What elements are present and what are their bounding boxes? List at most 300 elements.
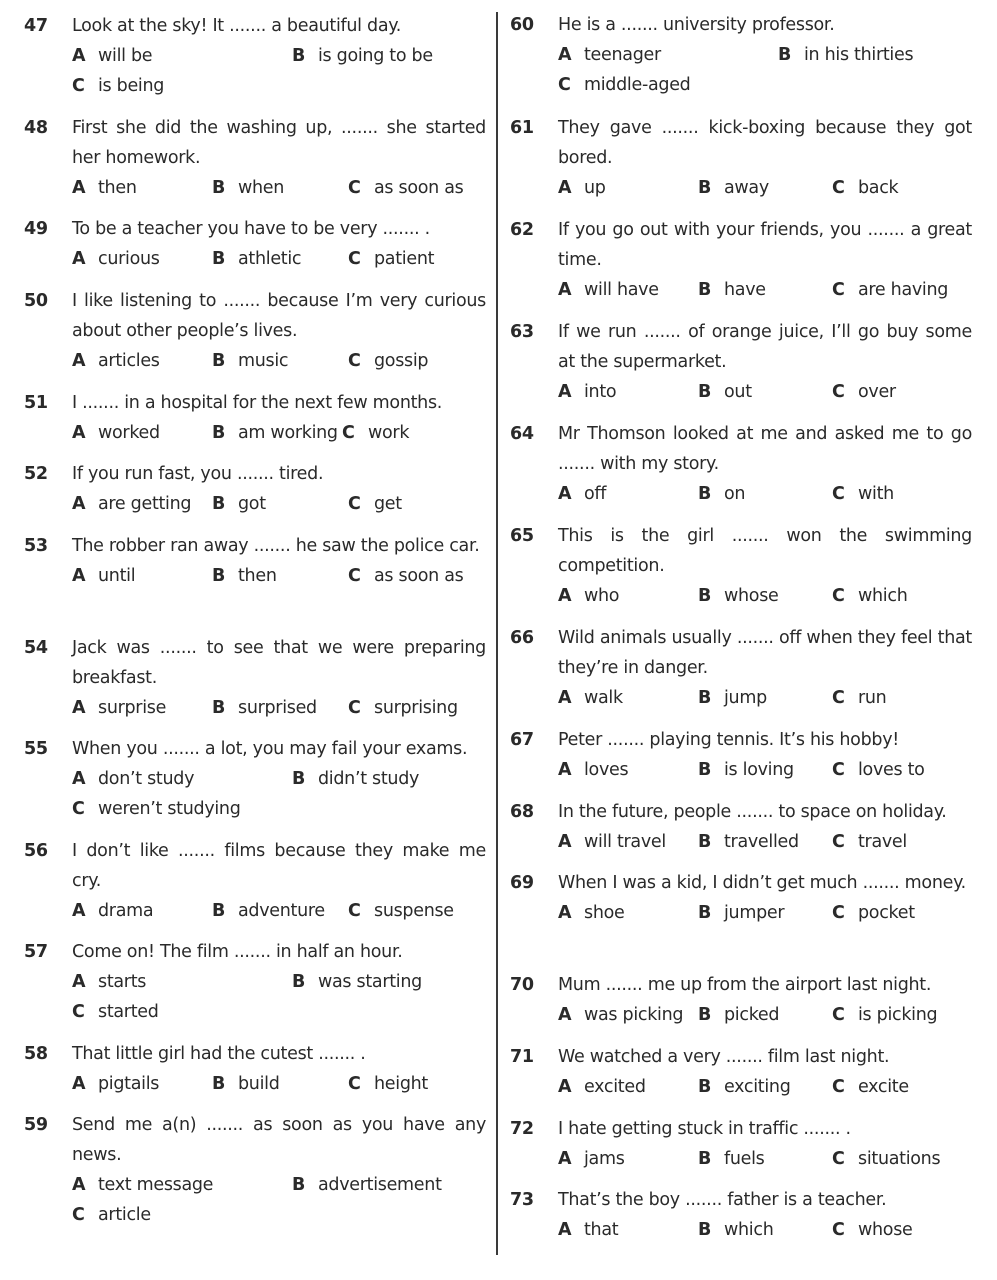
option-letter: C: [72, 1205, 85, 1225]
option-text: over: [858, 382, 896, 402]
option-letter: B: [698, 688, 712, 708]
option-letter: B: [212, 494, 226, 514]
option-a[interactable]: [558, 275, 659, 305]
question-72: [510, 1114, 972, 1174]
option-letter: B: [698, 1077, 712, 1097]
option-b[interactable]: [698, 755, 794, 785]
question-48: [24, 113, 486, 203]
question-69: [510, 868, 972, 928]
option-text: then: [238, 566, 277, 586]
option-c[interactable]: [348, 244, 434, 274]
option-b[interactable]: [698, 479, 745, 509]
question-text: That’s the boy ....... father is a teacher.: [558, 1190, 887, 1210]
option-a[interactable]: [72, 1170, 213, 1200]
option-text: is picking: [858, 1005, 938, 1025]
question-number: 61: [510, 118, 534, 138]
option-letter: C: [832, 280, 845, 300]
option-a[interactable]: [558, 1144, 625, 1174]
option-letter: C: [832, 382, 845, 402]
question-text: Jack was ....... to see that we were preparing breakfast.: [72, 638, 486, 688]
option-text: have: [724, 280, 766, 300]
option-text: off: [584, 484, 607, 504]
option-a[interactable]: [558, 377, 616, 407]
option-text: shoe: [584, 903, 625, 923]
question-54: [24, 633, 486, 723]
option-text: picked: [724, 1005, 780, 1025]
option-a[interactable]: [72, 346, 160, 376]
option-b[interactable]: [698, 377, 752, 407]
option-a[interactable]: [72, 561, 135, 591]
question-50: [24, 286, 486, 376]
question-number: 56: [24, 841, 48, 861]
option-c[interactable]: [832, 479, 894, 509]
option-b[interactable]: [212, 418, 338, 448]
option-text: out: [724, 382, 752, 402]
option-letter: A: [558, 1077, 572, 1097]
option-b[interactable]: [778, 40, 913, 70]
option-text: athletic: [238, 249, 302, 269]
option-text: advertisement: [318, 1175, 442, 1195]
question-number: 54: [24, 638, 48, 658]
option-b[interactable]: [212, 896, 325, 926]
option-letter: B: [292, 46, 306, 66]
option-a[interactable]: [558, 898, 624, 928]
option-text: loves to: [858, 760, 925, 780]
option-text: fuels: [724, 1149, 765, 1169]
option-text: walk: [584, 688, 623, 708]
option-b[interactable]: [212, 693, 317, 723]
option-text: is loving: [724, 760, 794, 780]
option-c[interactable]: [348, 561, 463, 591]
option-letter: B: [698, 903, 712, 923]
option-b[interactable]: [698, 1000, 779, 1030]
question-text: If you go out with your friends, you ....... a great time.: [558, 220, 972, 270]
option-b[interactable]: [698, 173, 769, 203]
option-a[interactable]: [72, 967, 146, 997]
question-66: [510, 623, 972, 713]
question-text: Peter ....... playing tennis. It’s his hobby!: [558, 730, 899, 750]
option-letter: B: [212, 178, 226, 198]
question-56: [24, 836, 486, 926]
question-text: This is the girl ....... won the swimming competition.: [558, 526, 972, 576]
option-text: is being: [98, 76, 165, 96]
option-text: situations: [858, 1149, 941, 1169]
option-text: excite: [858, 1077, 909, 1097]
answer-options: [72, 896, 486, 926]
option-letter: B: [698, 382, 712, 402]
option-letter: B: [698, 178, 712, 198]
option-text: are having: [858, 280, 949, 300]
option-letter: B: [292, 769, 306, 789]
question-number: 48: [24, 118, 48, 138]
option-text: middle-aged: [584, 75, 691, 95]
option-c[interactable]: [832, 1000, 937, 1030]
question-number: 59: [24, 1115, 48, 1135]
option-c[interactable]: [348, 173, 463, 203]
option-b[interactable]: [698, 898, 784, 928]
answer-options: [72, 346, 486, 376]
option-c[interactable]: [832, 1215, 913, 1245]
option-text: adventure: [238, 901, 325, 921]
option-text: exciting: [724, 1077, 791, 1097]
option-a[interactable]: [72, 173, 137, 203]
option-a[interactable]: [72, 764, 194, 794]
option-letter: B: [778, 45, 792, 65]
option-b[interactable]: [698, 827, 799, 857]
option-letter: C: [832, 178, 845, 198]
option-letter: B: [212, 901, 226, 921]
option-text: with: [858, 484, 894, 504]
question-number: 72: [510, 1119, 534, 1139]
question-49: [24, 214, 486, 274]
question-text: Send me a(n) ....... as soon as you have any news.: [72, 1115, 486, 1165]
answer-options: [558, 1000, 972, 1030]
option-letter: C: [832, 484, 845, 504]
option-text: until: [98, 566, 136, 586]
answer-options: [72, 967, 486, 1027]
option-text: suspense: [374, 901, 454, 921]
option-letter: C: [342, 423, 355, 443]
option-letter: B: [698, 1149, 712, 1169]
option-c[interactable]: [832, 898, 915, 928]
option-b[interactable]: [212, 561, 277, 591]
option-letter: C: [348, 351, 361, 371]
option-letter: B: [698, 1220, 712, 1240]
question-number: 60: [510, 15, 534, 35]
option-text: run: [858, 688, 887, 708]
option-b[interactable]: [212, 244, 301, 274]
question-61: [510, 113, 972, 203]
option-letter: A: [72, 178, 86, 198]
question-number: 55: [24, 739, 48, 759]
option-letter: B: [212, 249, 226, 269]
option-letter: B: [698, 586, 712, 606]
option-letter: C: [832, 586, 845, 606]
question-number: 64: [510, 424, 534, 444]
question-text: I don’t like ....... films because they make me cry.: [72, 841, 486, 891]
option-text: travelled: [724, 832, 799, 852]
option-a[interactable]: [72, 489, 191, 519]
column-divider: [496, 12, 498, 1255]
option-b[interactable]: [212, 489, 266, 519]
option-letter: A: [72, 1175, 86, 1195]
option-letter: C: [72, 1002, 85, 1022]
option-text: build: [238, 1074, 280, 1094]
option-letter: C: [348, 901, 361, 921]
option-a[interactable]: [558, 581, 619, 611]
question-64: [510, 419, 972, 509]
option-text: curious: [98, 249, 160, 269]
option-b[interactable]: [698, 1144, 765, 1174]
option-text: jumper: [724, 903, 785, 923]
option-letter: B: [698, 280, 712, 300]
option-text: don’t study: [98, 769, 195, 789]
option-text: loves: [584, 760, 629, 780]
option-text: will travel: [584, 832, 666, 852]
question-number: 62: [510, 220, 534, 240]
option-text: away: [724, 178, 769, 198]
question-text: I ....... in a hospital for the next few months.: [72, 393, 443, 413]
question-text: To be a teacher you have to be very ....... .: [72, 219, 430, 239]
option-text: weren’t studying: [98, 799, 241, 819]
option-a[interactable]: [72, 418, 160, 448]
option-text: article: [98, 1205, 151, 1225]
question-65: [510, 521, 972, 611]
option-b[interactable]: [292, 967, 422, 997]
option-text: which: [858, 586, 908, 606]
option-letter: C: [832, 832, 845, 852]
option-a[interactable]: [558, 755, 628, 785]
question-number: 73: [510, 1190, 534, 1210]
option-c[interactable]: [558, 70, 690, 100]
option-letter: A: [558, 280, 572, 300]
question-text: When you ....... a lot, you may fail your exams.: [72, 739, 468, 759]
question-73: [510, 1185, 972, 1245]
option-letter: B: [698, 832, 712, 852]
option-c[interactable]: [72, 1200, 151, 1230]
question-number: 58: [24, 1044, 48, 1064]
question-number: 70: [510, 975, 534, 995]
option-text: whose: [858, 1220, 913, 1240]
answer-options: [72, 489, 486, 519]
option-text: that: [584, 1220, 619, 1240]
option-letter: A: [72, 423, 86, 443]
option-c[interactable]: [342, 418, 409, 448]
option-a[interactable]: [72, 693, 166, 723]
question-number: 63: [510, 322, 534, 342]
option-text: surprising: [374, 698, 458, 718]
answer-options: [72, 1170, 486, 1230]
option-text: when: [238, 178, 285, 198]
option-a[interactable]: [558, 479, 606, 509]
option-b[interactable]: [698, 683, 767, 713]
option-text: into: [584, 382, 617, 402]
question-51: [24, 388, 486, 448]
option-b[interactable]: [698, 275, 766, 305]
option-c[interactable]: [832, 581, 907, 611]
question-number: 49: [24, 219, 48, 239]
option-letter: C: [832, 760, 845, 780]
option-text: teenager: [584, 45, 661, 65]
option-b[interactable]: [212, 346, 288, 376]
answer-options: [558, 755, 972, 785]
question-60: [510, 10, 972, 100]
answer-options: [558, 827, 972, 857]
option-letter: B: [212, 423, 226, 443]
option-c[interactable]: [348, 1069, 428, 1099]
question-text: In the future, people ....... to space on holiday.: [558, 802, 947, 822]
option-b[interactable]: [698, 1215, 773, 1245]
option-a[interactable]: [558, 40, 661, 70]
option-b[interactable]: [212, 173, 284, 203]
answer-options: [72, 41, 486, 101]
option-letter: B: [212, 1074, 226, 1094]
option-text: as soon as: [374, 566, 464, 586]
option-text: travel: [858, 832, 907, 852]
option-letter: A: [72, 351, 86, 371]
question-text: He is a ....... university professor.: [558, 15, 835, 35]
answer-options: [558, 173, 972, 203]
option-text: who: [584, 586, 620, 606]
option-letter: B: [212, 566, 226, 586]
option-c[interactable]: [72, 794, 241, 824]
answer-options: [558, 1072, 972, 1102]
question-text: Mum ....... me up from the airport last night.: [558, 975, 932, 995]
option-c[interactable]: [348, 896, 454, 926]
question-number: 51: [24, 393, 48, 413]
answer-options: [72, 418, 486, 448]
option-text: height: [374, 1074, 428, 1094]
option-b[interactable]: [292, 41, 433, 71]
option-letter: C: [832, 1077, 845, 1097]
question-text: That little girl had the cutest ....... .: [72, 1044, 366, 1064]
option-a[interactable]: [72, 1069, 159, 1099]
option-letter: C: [832, 1149, 845, 1169]
option-b[interactable]: [292, 1170, 442, 1200]
option-b[interactable]: [698, 581, 779, 611]
option-letter: B: [292, 1175, 306, 1195]
option-a[interactable]: [558, 1215, 618, 1245]
answer-options: [558, 479, 972, 509]
option-letter: A: [72, 566, 86, 586]
option-c[interactable]: [832, 683, 886, 713]
option-letter: C: [348, 566, 361, 586]
option-letter: A: [558, 903, 572, 923]
option-text: are getting: [98, 494, 192, 514]
option-letter: B: [698, 1005, 712, 1025]
option-letter: C: [832, 1220, 845, 1240]
answer-options: [558, 1144, 972, 1174]
option-c[interactable]: [832, 173, 898, 203]
option-c[interactable]: [348, 693, 458, 723]
option-letter: A: [72, 698, 86, 718]
answer-options: [558, 377, 972, 407]
option-c[interactable]: [72, 997, 159, 1027]
option-b[interactable]: [292, 764, 419, 794]
option-text: started: [98, 1002, 159, 1022]
option-a[interactable]: [558, 683, 623, 713]
option-a[interactable]: [72, 41, 152, 71]
question-52: [24, 459, 486, 519]
option-letter: A: [558, 832, 572, 852]
question-63: [510, 317, 972, 407]
option-c[interactable]: [832, 755, 925, 785]
option-letter: A: [558, 1149, 572, 1169]
option-letter: A: [72, 972, 86, 992]
option-c[interactable]: [832, 1072, 909, 1102]
option-b[interactable]: [698, 1072, 791, 1102]
option-text: worked: [98, 423, 160, 443]
option-letter: A: [72, 901, 86, 921]
option-a[interactable]: [558, 827, 666, 857]
question-number: 47: [24, 16, 48, 36]
option-text: jump: [724, 688, 767, 708]
question-58: [24, 1039, 486, 1099]
answer-options: [72, 244, 486, 274]
option-text: is going to be: [318, 46, 433, 66]
option-c[interactable]: [72, 71, 164, 101]
answer-options: [558, 683, 972, 713]
answer-options: [72, 764, 486, 824]
option-c[interactable]: [832, 275, 948, 305]
option-letter: A: [558, 1220, 572, 1240]
option-c[interactable]: [832, 827, 907, 857]
option-a[interactable]: [558, 1000, 683, 1030]
answer-options: [558, 898, 972, 928]
option-letter: A: [558, 760, 572, 780]
answer-options: [72, 173, 486, 203]
option-text: will have: [584, 280, 659, 300]
option-text: pigtails: [98, 1074, 160, 1094]
option-text: am working: [238, 423, 338, 443]
option-text: as soon as: [374, 178, 464, 198]
question-text: They gave ....... kick-boxing because they got bored.: [558, 118, 972, 168]
option-a[interactable]: [72, 896, 153, 926]
question-59: [24, 1110, 486, 1230]
option-letter: C: [558, 75, 571, 95]
question-67: [510, 725, 972, 785]
question-number: 50: [24, 291, 48, 311]
option-text: which: [724, 1220, 774, 1240]
question-number: 52: [24, 464, 48, 484]
option-text: up: [584, 178, 606, 198]
option-c[interactable]: [348, 489, 402, 519]
question-number: 69: [510, 873, 534, 893]
question-text: The robber ran away ....... he saw the police car.: [72, 536, 480, 556]
option-b[interactable]: [212, 1069, 280, 1099]
option-letter: A: [72, 494, 86, 514]
answer-options: [558, 275, 972, 305]
option-letter: A: [558, 484, 572, 504]
option-c[interactable]: [832, 377, 896, 407]
question-text: If you run fast, you ....... tired.: [72, 464, 324, 484]
option-c[interactable]: [348, 346, 428, 376]
answer-options: [558, 40, 972, 100]
question-68: [510, 797, 972, 857]
option-text: starts: [98, 972, 147, 992]
option-letter: B: [212, 698, 226, 718]
option-text: articles: [98, 351, 160, 371]
answer-options: [72, 693, 486, 723]
question-text: If we run ....... of orange juice, I’ll go buy some at the supermarket.: [558, 322, 972, 372]
option-a[interactable]: [558, 1072, 646, 1102]
option-text: whose: [724, 586, 779, 606]
option-letter: C: [348, 249, 361, 269]
question-text: Look at the sky! It ....... a beautiful day.: [72, 16, 402, 36]
option-a[interactable]: [558, 173, 606, 203]
option-letter: B: [698, 484, 712, 504]
option-letter: C: [348, 178, 361, 198]
option-letter: A: [558, 586, 572, 606]
question-text: Wild animals usually ....... off when they feel that they’re in danger.: [558, 628, 972, 678]
question-55: [24, 734, 486, 824]
option-text: jams: [584, 1149, 625, 1169]
option-text: back: [858, 178, 899, 198]
option-letter: B: [212, 351, 226, 371]
question-53: [24, 531, 486, 591]
option-text: gossip: [374, 351, 429, 371]
option-letter: B: [698, 760, 712, 780]
option-letter: A: [558, 178, 572, 198]
option-text: surprised: [238, 698, 317, 718]
option-text: work: [368, 423, 410, 443]
option-a[interactable]: [72, 244, 160, 274]
option-c[interactable]: [832, 1144, 940, 1174]
question-text: Come on! The film ....... in half an hour.: [72, 942, 403, 962]
option-text: pocket: [858, 903, 915, 923]
question-70: [510, 970, 972, 1030]
question-number: 65: [510, 526, 534, 546]
